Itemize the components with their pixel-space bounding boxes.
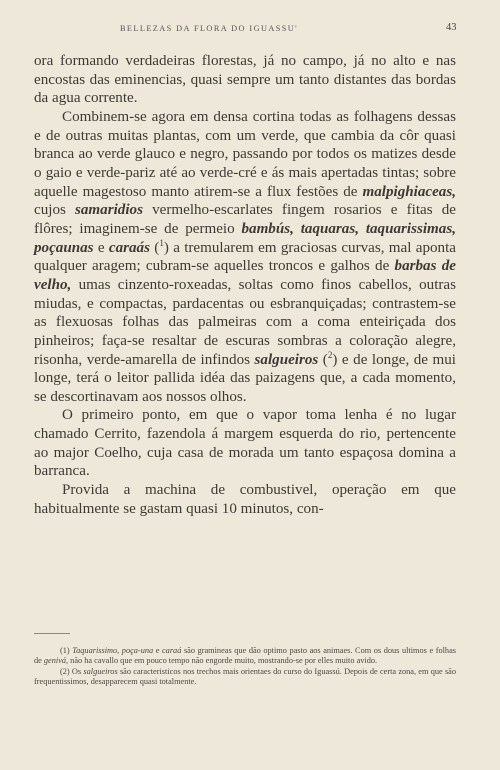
paragraph bbox=[34, 406, 456, 481]
text-run: não ha cavallo que em pouco tempo não engorde muito, mostrando-se por elles muito avido. bbox=[68, 656, 378, 666]
text-run: ) e de longe, de mui longe, terá o leitor pallida idéa das paizagens que, a cada momento, se descortinavam aos nossos olhos. bbox=[34, 351, 456, 405]
text-run: ) a tremularem em graciosas curvas, mal aponta qualquer aragem; cubram-se aquelles troncos e galhos de bbox=[34, 239, 456, 275]
italic-term: barbas de velho, bbox=[34, 258, 456, 293]
italic-term: salgueiros bbox=[83, 666, 118, 676]
paragraph bbox=[34, 481, 456, 518]
footnote-marker: 1 bbox=[159, 237, 164, 248]
text-run: vermelho-escarlates fingem rosarios e fitas de flôres; imaginem-se de permeio bbox=[34, 202, 456, 237]
text-run: ora formando verdadeiras florestas, já no campo, já no alto e nas encostas das eminencias, quasi sempre um tanto distantes das bordas da agua corrente. bbox=[34, 53, 456, 107]
italic-term: malpighiaceas, bbox=[362, 183, 456, 200]
italic-term: genivá, bbox=[43, 656, 69, 666]
footnote-divider bbox=[34, 633, 70, 634]
text-run: O primeiro ponto, em que o vapor toma lenha é no lugar chamado Cerrito, fazendola á margem esquerda do rio, pertencente ao major Coelho, cuja casa de morada um tanto espaçosa domina a barranca. bbox=[34, 407, 456, 480]
text-run: Provida a machina de combustivel, operação em que habitualmente se gastam quasi 10 minutos, con- bbox=[34, 482, 456, 517]
text-run: ( bbox=[149, 239, 160, 256]
text-run: e bbox=[93, 239, 109, 256]
text-run: cujos bbox=[34, 202, 76, 219]
text-run: (2) Os bbox=[60, 666, 84, 676]
italic-term: Taquarissimo, poça-una bbox=[72, 646, 154, 655]
italic-term: caraás bbox=[108, 239, 150, 256]
italic-term: samaridios bbox=[75, 202, 143, 219]
paragraph bbox=[34, 108, 456, 407]
footnote bbox=[34, 667, 456, 688]
text-run: ( bbox=[318, 351, 328, 368]
body-text bbox=[34, 52, 456, 518]
text-run: umas cinzento-roxeadas, soltas como finos cabellos, outras miudas, e compactas, pardacentas ou esbranquiçadas; contrastem-se as flexuosas folhas das palmeiras com a coma enteiriçada dos pinheiros; faça-se resaltar de escuras sombras a coloração alegre, risonha, verde-amarella de infindos bbox=[34, 276, 456, 368]
italic-term: salgueiros bbox=[254, 351, 319, 368]
page-header bbox=[0, 22, 500, 36]
text-run: e bbox=[153, 646, 162, 655]
footnote-marker: 2 bbox=[327, 349, 333, 360]
text-run: (1) bbox=[60, 646, 73, 655]
italic-term: bambús, taquaras, taquarissimas, poçaunas bbox=[34, 220, 456, 256]
paragraph bbox=[34, 52, 456, 108]
italic-term: caraá bbox=[162, 646, 182, 655]
footnotes bbox=[34, 646, 456, 687]
footnote bbox=[34, 646, 456, 667]
page-number: 43 bbox=[446, 22, 457, 33]
text-run: Combinem-se agora em densa cortina todas as folhagens dessas e de outras muitas plantas, com um verde, que cambia da côr quasi branca ao verde glauco e negro, passando por todos os matizes desde o gaio e verde-pariz até ao verde-cré e ás mais apertadas tintas; sobre aquelle magestoso manto atirem-se a flux festões de bbox=[34, 108, 456, 200]
running-title: BELLEZAS DA FLORA DO IGUASSU' bbox=[120, 24, 299, 33]
text-run: são caracteristicos nos trechos mais orientaes do curso do Iguassú. Depois de certa zona, em que são frequentissimos, desapparecem quasi totalmente. bbox=[34, 666, 456, 686]
text-run: são gramineas que dão optimo pasto aos animaes. Com os dous ultimos e folhas de bbox=[34, 646, 456, 666]
